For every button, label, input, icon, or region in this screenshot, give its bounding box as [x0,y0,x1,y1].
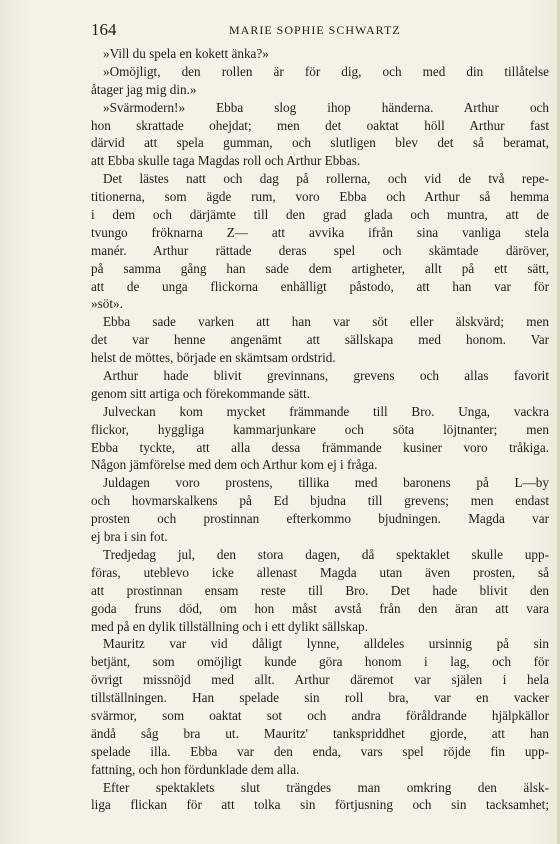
text-line: tvungo fröknarna Z— att avvika ifrån sina vanliga stela [91,224,549,240]
text-line: Mauritz var vid dåligt lynne, alldeles ursinnig på sin [103,636,549,652]
text-line: övrigt missnöjd med allt. Arthur däremot var själen i hela [91,672,549,688]
page-number: 164 [91,20,117,39]
text-line: att prostinnan ensam reste till Bro. Det hade blivit den [91,582,549,598]
text-line: det var henne angenämt att sällskapa med honom. Var [91,332,549,348]
text-line: manér. Arthur rättade deras spel och skämtade däröver, [91,242,549,258]
text-line: åtager jag mig din.» [91,81,197,97]
text-line: liga flickan för att tolka sin förtjusning och sin tacksamhet; [91,797,549,813]
text-line: Någon jämförelse med dem och Arthur kom ej i fråga. [91,457,378,473]
body-text [91,45,549,814]
text-line: att de unga flickorna enhälligt påstodo, att han var för [91,278,549,294]
text-line: svärmor, som oaktat sot och andra föråldrande hjälpkällor [91,707,549,723]
text-line: hon skrattade ohejdat; men det oaktat höll Arthur fast [91,117,549,133]
text-line: flickor, hyggliga kammarjunkare och söta löjtnanter; men [91,421,549,437]
text-line: genom sitt artiga och förekommande sätt. [91,385,310,401]
text-line: ändå såg bra ut. Mauritz' tankspriddhet gjorde, att han [91,725,549,741]
text-line: Julveckan kom mycket främmande till Bro. Unga, vackra [103,403,549,419]
text-line: ej bra i sin fot. [91,529,168,545]
text-line: helst de möttes, började en skämtsam ordstrid. [91,350,336,366]
text-line: fattning, och hon fördunklade dem alla. [91,761,300,777]
text-line: Efter spektaklets slut trängdes man omkring den älsk- [103,779,549,795]
text-line: Tredjedag jul, den stora dagen, då spektaklet skulle upp- [103,546,549,562]
text-line: att Ebba skulle taga Magdas roll och Arthur Ebbas. [91,153,361,169]
text-line: tillställningen. Han spelade sin roll bra, var en vacker [91,690,549,706]
text-line: på samma gång han sade dem artigheter, allt på ett sätt, [91,260,549,276]
text-line: Ebba tyckte, att alla dessa främmande kusiner voro tråkiga. [91,439,549,455]
text-line: »Vill du spela en kokett änka?» [103,46,269,61]
text-line: »Svärmodern!» Ebba slog ihop händerna. Arthur och [103,99,549,115]
text-line: föras, uteblevo icke allenast Magda utan även prosten, så [91,564,549,580]
page-header [91,20,549,40]
text-line: med på en dylik tillställning och i ett dylikt sällskap. [91,618,368,634]
text-line: »söt». [91,296,123,312]
text-line: och hovmarskalkens på Ed bjudna till grevens; men endast [91,493,549,509]
text-line: »Omöjligt, den rollen är för dig, och med din tillåtelse [103,63,549,79]
text-line: goda fruns död, om hon måst avstå från den äran att vara [91,600,549,616]
text-line: betjänt, som omöjligt kunde göra honom i lag, och för [91,654,549,670]
text-line: Det lästes natt och dag på rollerna, och vid de två repe- [103,171,549,187]
text-line: spelade illa. Ebba var den enda, vars spel röjde fin upp- [91,743,549,759]
text-line: därvid att spela gumman, och slutligen blev det så beramat, [91,135,549,151]
running-head: MARIE SOPHIE SCHWARTZ [229,23,401,37]
text-line: Arthur hade blivit grevinnans, grevens och allas favorit [103,368,549,384]
text-line: i dem och därjämte till den grad glada och muntra, att de [91,207,549,223]
text-line: Juldagen voro prostens, tillika med baronens på L—by [103,475,549,491]
text-line: Ebba sade varken att han var söt eller älskvärd; men [103,314,549,330]
text-line: prosten och prostinnan efterkommo bjudningen. Magda var [91,511,549,527]
text-line: titionerna, som ägde rum, voro Ebba och Arthur så hemma [91,189,549,205]
